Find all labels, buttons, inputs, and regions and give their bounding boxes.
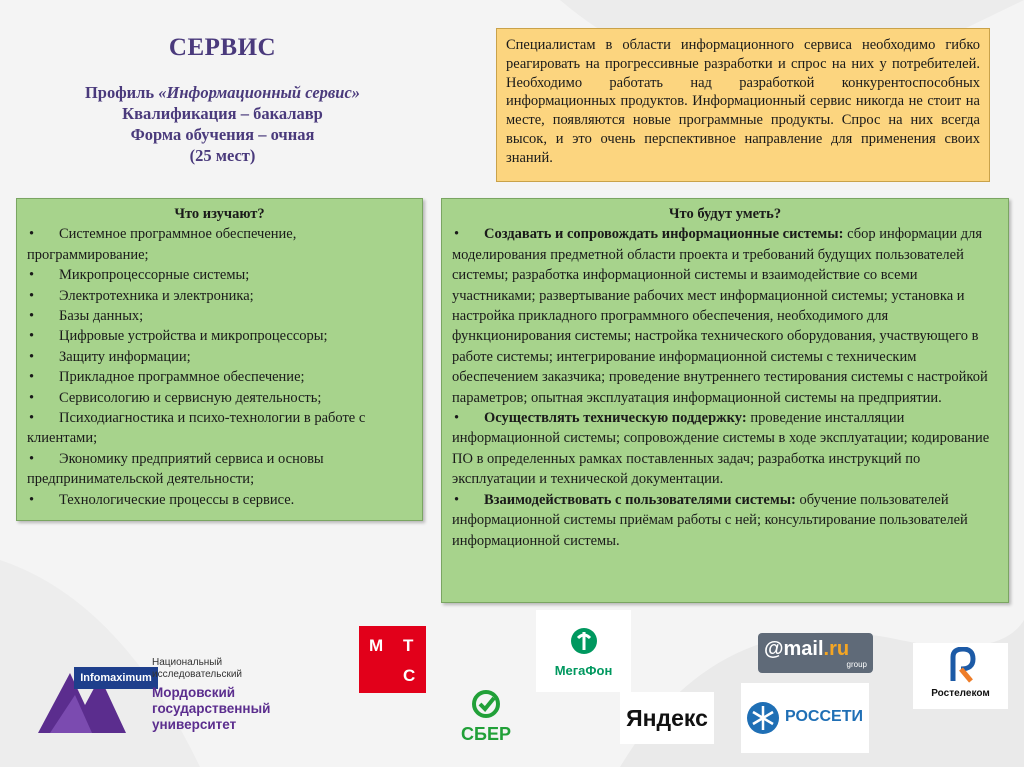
infomaximum-badge: Infomaximum — [74, 667, 158, 689]
study-item-text: Прикладное программное обеспечение; — [59, 369, 305, 386]
sber-icon — [471, 689, 501, 719]
megafon-icon — [569, 626, 599, 656]
rosseti-icon — [745, 700, 781, 736]
univ-line-5: университет — [152, 717, 237, 732]
study-item-text: Технологические процессы в сервисе. — [59, 491, 295, 508]
bullet-icon: • — [29, 369, 35, 386]
univ-small-text — [152, 657, 242, 681]
univ-line-2: исследовательский — [152, 669, 242, 680]
study-item — [27, 408, 412, 449]
bullet-icon: • — [29, 226, 35, 243]
skill-item-text: обучение пользователей информационной системы приёмам работы с ней; консультирование пользователей информационной системы. — [452, 491, 968, 549]
study-item — [27, 449, 412, 490]
yandex-text: Яндекс — [626, 705, 708, 731]
mail-ru-text: .ru — [823, 638, 850, 660]
sber-text: СБЕР — [461, 724, 511, 744]
skill-item-text: сбор информации для моделирования предметной области проекта и требований будущих пользователей системы; разработка информационной системы и взаимодействие со всеми участниками; развертывание рабочих мест информационной системы; установка и настройка прикладного программного обеспечения, необходимого для функционирования системы; настройка технического оборудования, участвующего в работе системы; интегрирование информационной системы с техническим обеспечением заказчика; проведение внутреннего тестирования системы с настройкой параметров; опытная эксплуатация информационной системы на предприятии. — [452, 226, 988, 406]
bullet-icon: • — [454, 410, 460, 427]
study-item-text: Экономику предприятий сервиса и основы предпринимательской деятельности; — [27, 450, 324, 488]
mail-group-text: group — [846, 660, 867, 669]
bullet-icon: • — [454, 226, 460, 243]
univ-line-4: государственный — [152, 701, 271, 716]
bullet-icon: • — [29, 491, 35, 508]
yandex-logo — [620, 692, 714, 744]
university-logo — [30, 655, 310, 745]
study-item — [27, 265, 412, 285]
program-info — [0, 82, 445, 166]
mailru-logo — [758, 633, 873, 673]
page-title: СЕРВИС — [168, 34, 277, 61]
mts-letter-t: Т — [403, 636, 414, 655]
study-item — [27, 286, 412, 306]
skill-item-title: Осуществлять техническую поддержку: — [484, 410, 747, 427]
bullet-icon: • — [29, 348, 35, 365]
qualification: Квалификация – бакалавр — [122, 104, 323, 123]
rostelecom-icon — [945, 647, 977, 683]
mts-logo — [359, 626, 426, 693]
rosseti-logo — [741, 683, 869, 753]
megafon-text: МегаФон — [554, 663, 613, 678]
study-item — [27, 347, 412, 367]
profile-prefix: Профиль — [84, 83, 159, 102]
skill-item — [452, 408, 998, 490]
bullet-icon: • — [29, 450, 35, 467]
study-list — [27, 224, 412, 510]
bullet-icon: • — [29, 267, 35, 284]
study-item — [27, 490, 412, 510]
megafon-logo — [536, 610, 631, 692]
study-item-text: Цифровые устройства и микропроцессоры; — [59, 328, 328, 345]
study-item-text: Психодиагностика и психо-технологии в работе с клиентами; — [27, 410, 366, 447]
sber-logo — [446, 685, 526, 753]
mail-at-text: @mail — [764, 638, 824, 660]
univ-name — [152, 685, 270, 733]
rosseti-text: РОССЕТИ — [785, 708, 863, 725]
rostelecom-logo — [913, 643, 1008, 709]
study-item-text: Электротехника и электроника; — [59, 287, 254, 304]
skill-item — [452, 490, 998, 551]
description-box: Специалистам в области информационного сервиса необходимо гибко реагировать на прогрессивные разработки и спрос на них у потребителей. Необходимо работать над разработкой конкурентоспособных информационных продуктов. Информационный сервис никогда не стоит на месте, появляются новые программные продукты. Спрос на них всегда высок, и это очень перспективное направление для применения своих знаний. — [496, 28, 990, 182]
study-form: Форма обучения – очная — [130, 125, 315, 144]
skill-item-title: Создавать и сопровождать информационные системы: — [484, 226, 844, 243]
study-item — [27, 367, 412, 387]
study-item — [27, 388, 412, 408]
bullet-icon: • — [29, 328, 35, 345]
univ-line-1: Национальный — [152, 657, 223, 668]
study-item — [27, 326, 412, 346]
skills-list — [452, 224, 998, 551]
study-box — [16, 198, 423, 521]
rostelecom-text: Ростелеком — [931, 688, 990, 699]
mts-letter-s: С — [403, 666, 416, 685]
skills-box — [441, 198, 1009, 603]
study-item-text: Сервисологию и сервисную деятельность; — [59, 389, 322, 406]
study-heading: Что изучают? — [174, 206, 265, 222]
study-item-text: Системное программное обеспечение, программирование; — [27, 226, 297, 263]
mts-letter-m: М — [369, 636, 384, 655]
bullet-icon: • — [454, 491, 460, 508]
skill-item-title: Взаимодействовать с пользователями системы: — [484, 491, 796, 508]
places-count: (25 мест) — [189, 146, 256, 165]
skill-item-text: проведение инсталляции информационной системы; сопровождение системы в ходе эксплуатации; кодирование ПО в определенных рамках поставленных задач; разработка инструкций по эксплуатации и технической документации. — [452, 410, 990, 488]
study-item — [27, 306, 412, 326]
study-item-text: Защиту информации; — [59, 348, 191, 365]
bullet-icon: • — [29, 287, 35, 304]
bullet-icon: • — [29, 389, 35, 406]
skill-item — [452, 224, 998, 408]
study-item — [27, 224, 412, 265]
univ-line-3: Мордовский — [152, 685, 236, 700]
bullet-icon: • — [29, 410, 35, 427]
profile-line — [0, 82, 445, 103]
profile-name: «Информационный сервис» — [158, 83, 361, 102]
study-item-text: Базы данных; — [59, 308, 144, 325]
skills-heading: Что будут уметь? — [668, 206, 782, 222]
study-item-text: Микропроцессорные системы; — [59, 267, 250, 284]
bullet-icon: • — [29, 308, 35, 325]
